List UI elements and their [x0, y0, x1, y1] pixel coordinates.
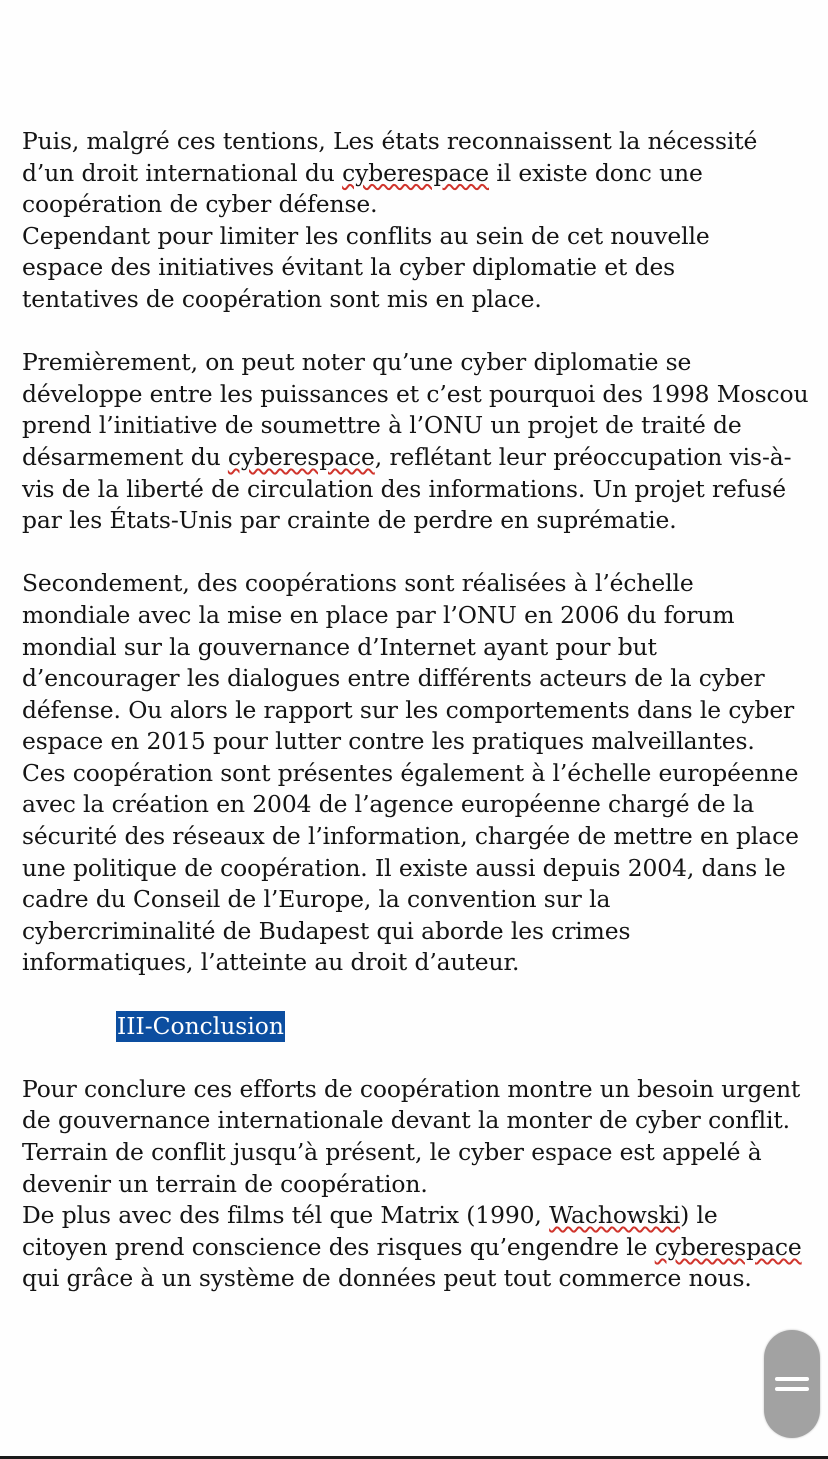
text-line: d’encourager les dialogues entre différents acteurs de la cyber: [22, 664, 765, 693]
text-line: cadre du Conseil de l’Europe, la convention sur la: [22, 885, 611, 914]
spellcheck-flag[interactable]: cyberespace: [342, 158, 489, 187]
spellcheck-flag[interactable]: Wachowski: [549, 1201, 681, 1230]
text-line: mondial sur la gouvernance d’Internet ayant pour but: [22, 632, 657, 661]
text-line: informatiques, l’atteinte au droit d’auteur.: [22, 948, 520, 977]
text-line: tentatives de coopération sont mis en place.: [22, 284, 542, 313]
text-line: qui grâce à un système de données peut tout commerce nous.: [22, 1264, 752, 1293]
text-line: développe entre les puissances et c’est pourquoi des 1998 Moscou: [22, 379, 809, 408]
paragraph-spacer: [22, 316, 822, 348]
text-line: mondiale avec la mise en place par l’ONU en 2006 du forum: [22, 600, 735, 629]
scroll-handle[interactable]: [764, 1330, 820, 1438]
text-line: Puis, malgré ces tentions, Les états reconnaissent la nécessité: [22, 127, 758, 155]
spellcheck-flag[interactable]: cyberespace: [227, 442, 375, 471]
paragraph-3: [22, 568, 822, 979]
text-line: Pour conclure ces efforts de coopération montre un besoin urgent: [22, 1074, 801, 1103]
text-line: par les États-Unis par crainte de perdre en suprématie.: [22, 506, 677, 535]
text-line: défense. Ou alors le rapport sur les comportements dans le cyber: [22, 695, 795, 724]
section-heading-line: [22, 1011, 822, 1043]
text-line: espace des initiatives évitant la cyber diplomatie et des: [22, 253, 676, 282]
text-line: Cependant pour limiter les conflits au sein de cet nouvelle: [22, 221, 710, 250]
text-line: devenir un terrain de coopération.: [22, 1169, 428, 1198]
text-line: désarmement du cyberespace, reflétant leur préoccupation vis-à-: [22, 442, 792, 471]
paragraph-spacer: [22, 1042, 822, 1074]
text-line: vis de la liberté de circulation des informations. Un projet refusé: [22, 474, 786, 503]
text-line: sécurité des réseaux de l’information, chargée de mettre en place: [22, 822, 799, 851]
paragraph-2: [22, 347, 822, 537]
text-line: cybercriminalité de Budapest qui aborde les crimes: [22, 916, 631, 945]
text-line: Premièrement, on peut noter qu’une cyber diplomatie se: [22, 348, 692, 377]
text-line: une politique de coopération. Il existe aussi depuis 2004, dans le: [22, 853, 786, 882]
selected-heading[interactable]: III-Conclusion: [116, 1011, 285, 1043]
paragraph-spacer: [22, 537, 822, 569]
text-line: Ces coopération sont présentes également à l’échelle européenne: [22, 758, 799, 787]
paragraph-spacer: [22, 979, 822, 1011]
text-line: Terrain de conflit jusqu’à présent, le cyber espace est appelé à: [22, 1138, 762, 1166]
spellcheck-flag[interactable]: cyberespace: [654, 1232, 802, 1261]
text-line: coopération de cyber défense.: [22, 190, 378, 219]
text-line: de gouvernance internationale devant la monter de cyber conflit.: [22, 1106, 790, 1135]
text-line: De plus avec des films tél que Matrix (1990, Wachowski) le: [22, 1201, 718, 1230]
paragraph-4: [22, 1074, 822, 1295]
text-line: citoyen prend conscience des risques qu’engendre le cyberespace: [22, 1232, 802, 1261]
text-line: espace en 2015 pour lutter contre les pratiques malveillantes.: [22, 727, 755, 756]
document-page[interactable]: [22, 126, 822, 1295]
text-line: prend l’initiative de soumettre à l’ONU un projet de traité de: [22, 411, 742, 440]
text-line: d’un droit international du cyberespace il existe donc une: [22, 158, 703, 187]
paragraph-1: [22, 126, 822, 316]
text-line: Secondement, des coopérations sont réalisées à l’échelle: [22, 569, 694, 598]
text-line: avec la création en 2004 de l’agence européenne chargé de la: [22, 790, 755, 819]
